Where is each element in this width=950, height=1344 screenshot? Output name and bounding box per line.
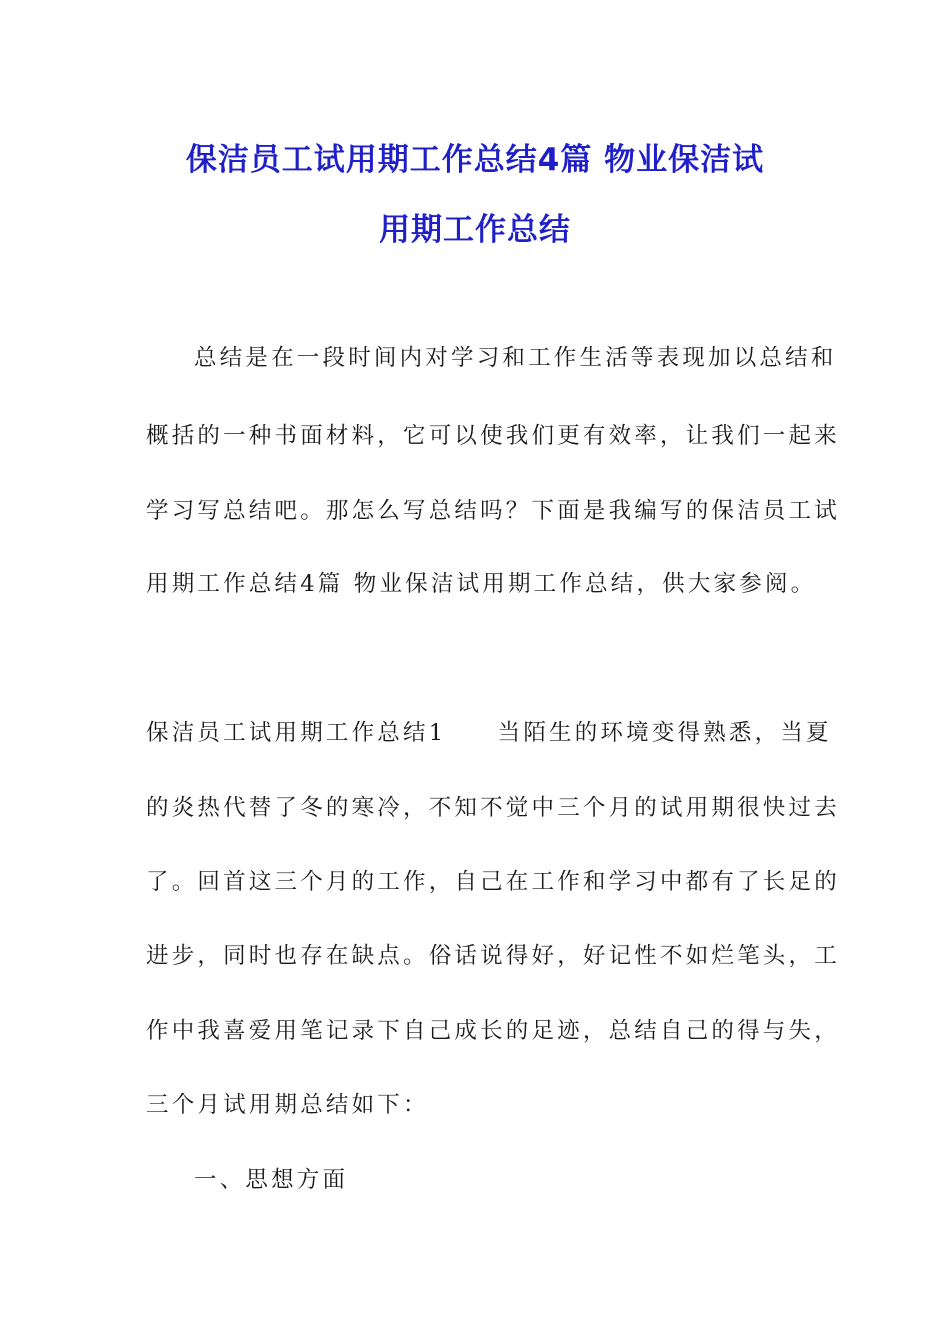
section-heading: 一、思想方面 bbox=[194, 1167, 349, 1193]
intro-paragraph-line: 总结是在一段时间内对学习和工作生活等表现加以总结和 bbox=[194, 345, 837, 371]
section1-paragraph-line: 进步，同时也存在缺点。俗话说得好，好记性不如烂笔头，工 bbox=[146, 943, 840, 969]
section1-paragraph-line: 作中我喜爱用笔记录下自己成长的足迹，总结自己的得与失， bbox=[146, 1018, 840, 1044]
section1-paragraph-line: 三个月试用期总结如下： bbox=[146, 1092, 429, 1118]
intro-paragraph-line: 用期工作总结4篇 物业保洁试用期工作总结，供大家参阅。 bbox=[146, 571, 817, 597]
intro-paragraph-line: 概括的一种书面材料，它可以使我们更有效率，让我们一起来 bbox=[146, 423, 840, 449]
section1-paragraph-line: 保洁员工试用期工作总结1 当陌生的环境变得熟悉，当夏 bbox=[146, 720, 832, 746]
intro-paragraph-line: 学习写总结吧。那怎么写总结吗？下面是我编写的保洁员工试 bbox=[146, 498, 840, 524]
document-title-line-2: 用期工作总结 bbox=[379, 212, 571, 248]
section1-paragraph-line: 的炎热代替了冬的寒冷，不知不觉中三个月的试用期很快过去 bbox=[146, 795, 840, 821]
document-title-line-1: 保洁员工试用期工作总结4篇 物业保洁试 bbox=[185, 142, 765, 178]
section1-paragraph-line: 了。回首这三个月的工作，自己在工作和学习中都有了长足的 bbox=[146, 869, 840, 895]
